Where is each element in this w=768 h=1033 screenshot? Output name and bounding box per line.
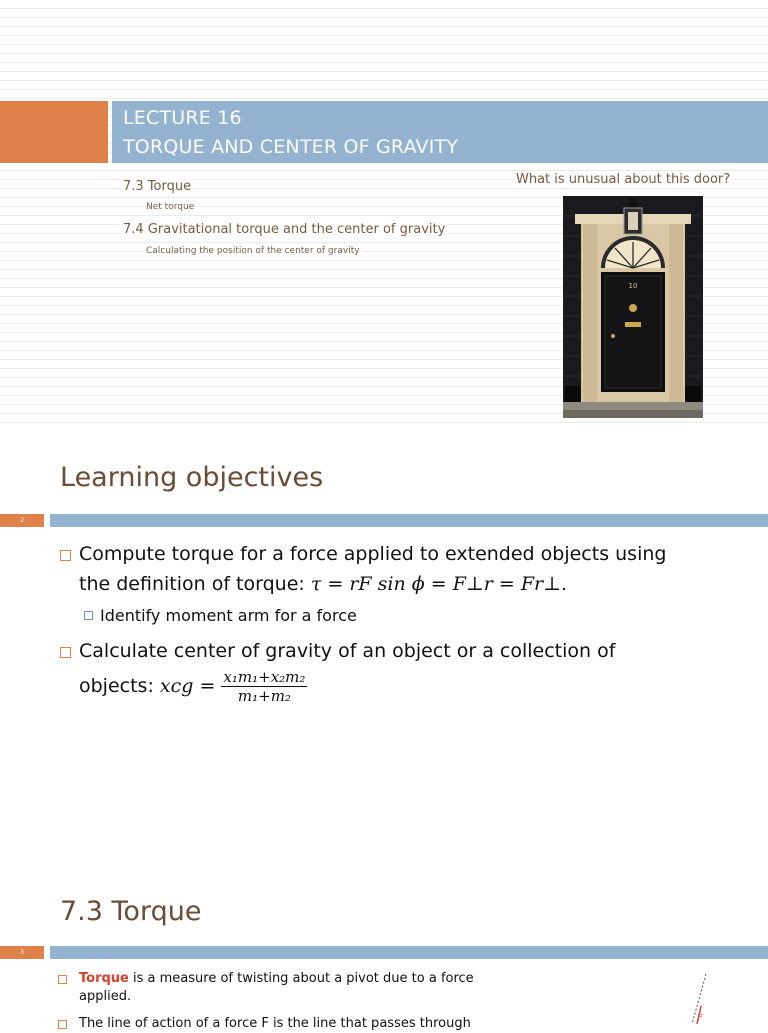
heading-bar: [50, 514, 768, 527]
bullet-square-icon: [58, 1020, 67, 1029]
torque-definition-line2: applied.: [79, 989, 132, 1004]
slide-number: 2: [0, 514, 44, 527]
toc-item-gravity: 7.4 Gravitational torque and the center of gravity: [123, 222, 446, 237]
cg-formula-lhs: xcg =: [159, 675, 216, 697]
door-photo: [563, 196, 703, 418]
cg-fraction: [221, 668, 307, 705]
toc-item-torque: 7.3 Torque: [123, 179, 192, 194]
door-number: 10: [628, 282, 638, 290]
objective-torque: [79, 539, 666, 599]
objective-moment-arm: Identify moment arm for a force: [100, 606, 357, 625]
slide-number: 3: [0, 946, 44, 959]
objective-torque-line1: Compute torque for a force applied to extended objects using: [79, 543, 667, 565]
torque-definition-text: is a measure of twisting about a pivot due to a force: [128, 971, 474, 986]
title-accent-block: [0, 101, 108, 163]
line-of-action-text: The line of action of a force F is the line that passes through: [79, 1016, 471, 1031]
objective-center-of-gravity: [79, 636, 615, 705]
slide-heading: 7.3 Torque: [60, 896, 202, 927]
cg-numerator: x₁m₁+x₂m₂: [223, 668, 306, 686]
objective-cg-line2: objects:: [79, 675, 160, 697]
toc-sub-center-of-gravity: Calculating the position of the center of gravity: [146, 246, 360, 256]
torque-term: Torque: [79, 971, 129, 986]
bullet-square-icon: [60, 550, 71, 561]
objective-torque-line2: the definition of torque:: [79, 573, 311, 595]
torque-definition: [79, 970, 474, 1006]
force-vector-diagram: [684, 972, 714, 1024]
lecture-number: LECTURE 16: [123, 107, 242, 129]
torque-slide: [0, 860, 768, 1031]
learning-objectives-slide: [0, 428, 768, 860]
torque-formula: τ = rF sin ϕ = F⊥r = Fr⊥.: [310, 573, 568, 595]
lecture-title: [123, 104, 458, 162]
force-label: F: [697, 1013, 703, 1022]
cg-denominator: m₁+m₂: [237, 687, 291, 705]
sub-bullet-square-icon: [84, 611, 93, 620]
objective-cg-line1: Calculate center of gravity of an object or a collection of: [79, 640, 616, 662]
lecture-topic: TORQUE AND CENTER OF GRAVITY: [123, 136, 459, 158]
title-slide: [0, 0, 768, 428]
bullet-square-icon: [58, 975, 67, 984]
heading-bar: [50, 946, 768, 959]
slide-heading: Learning objectives: [60, 462, 324, 493]
bullet-square-icon: [60, 647, 71, 658]
toc-sub-net-torque: Net torque: [146, 202, 195, 212]
door-question: What is unusual about this door?: [516, 172, 731, 187]
